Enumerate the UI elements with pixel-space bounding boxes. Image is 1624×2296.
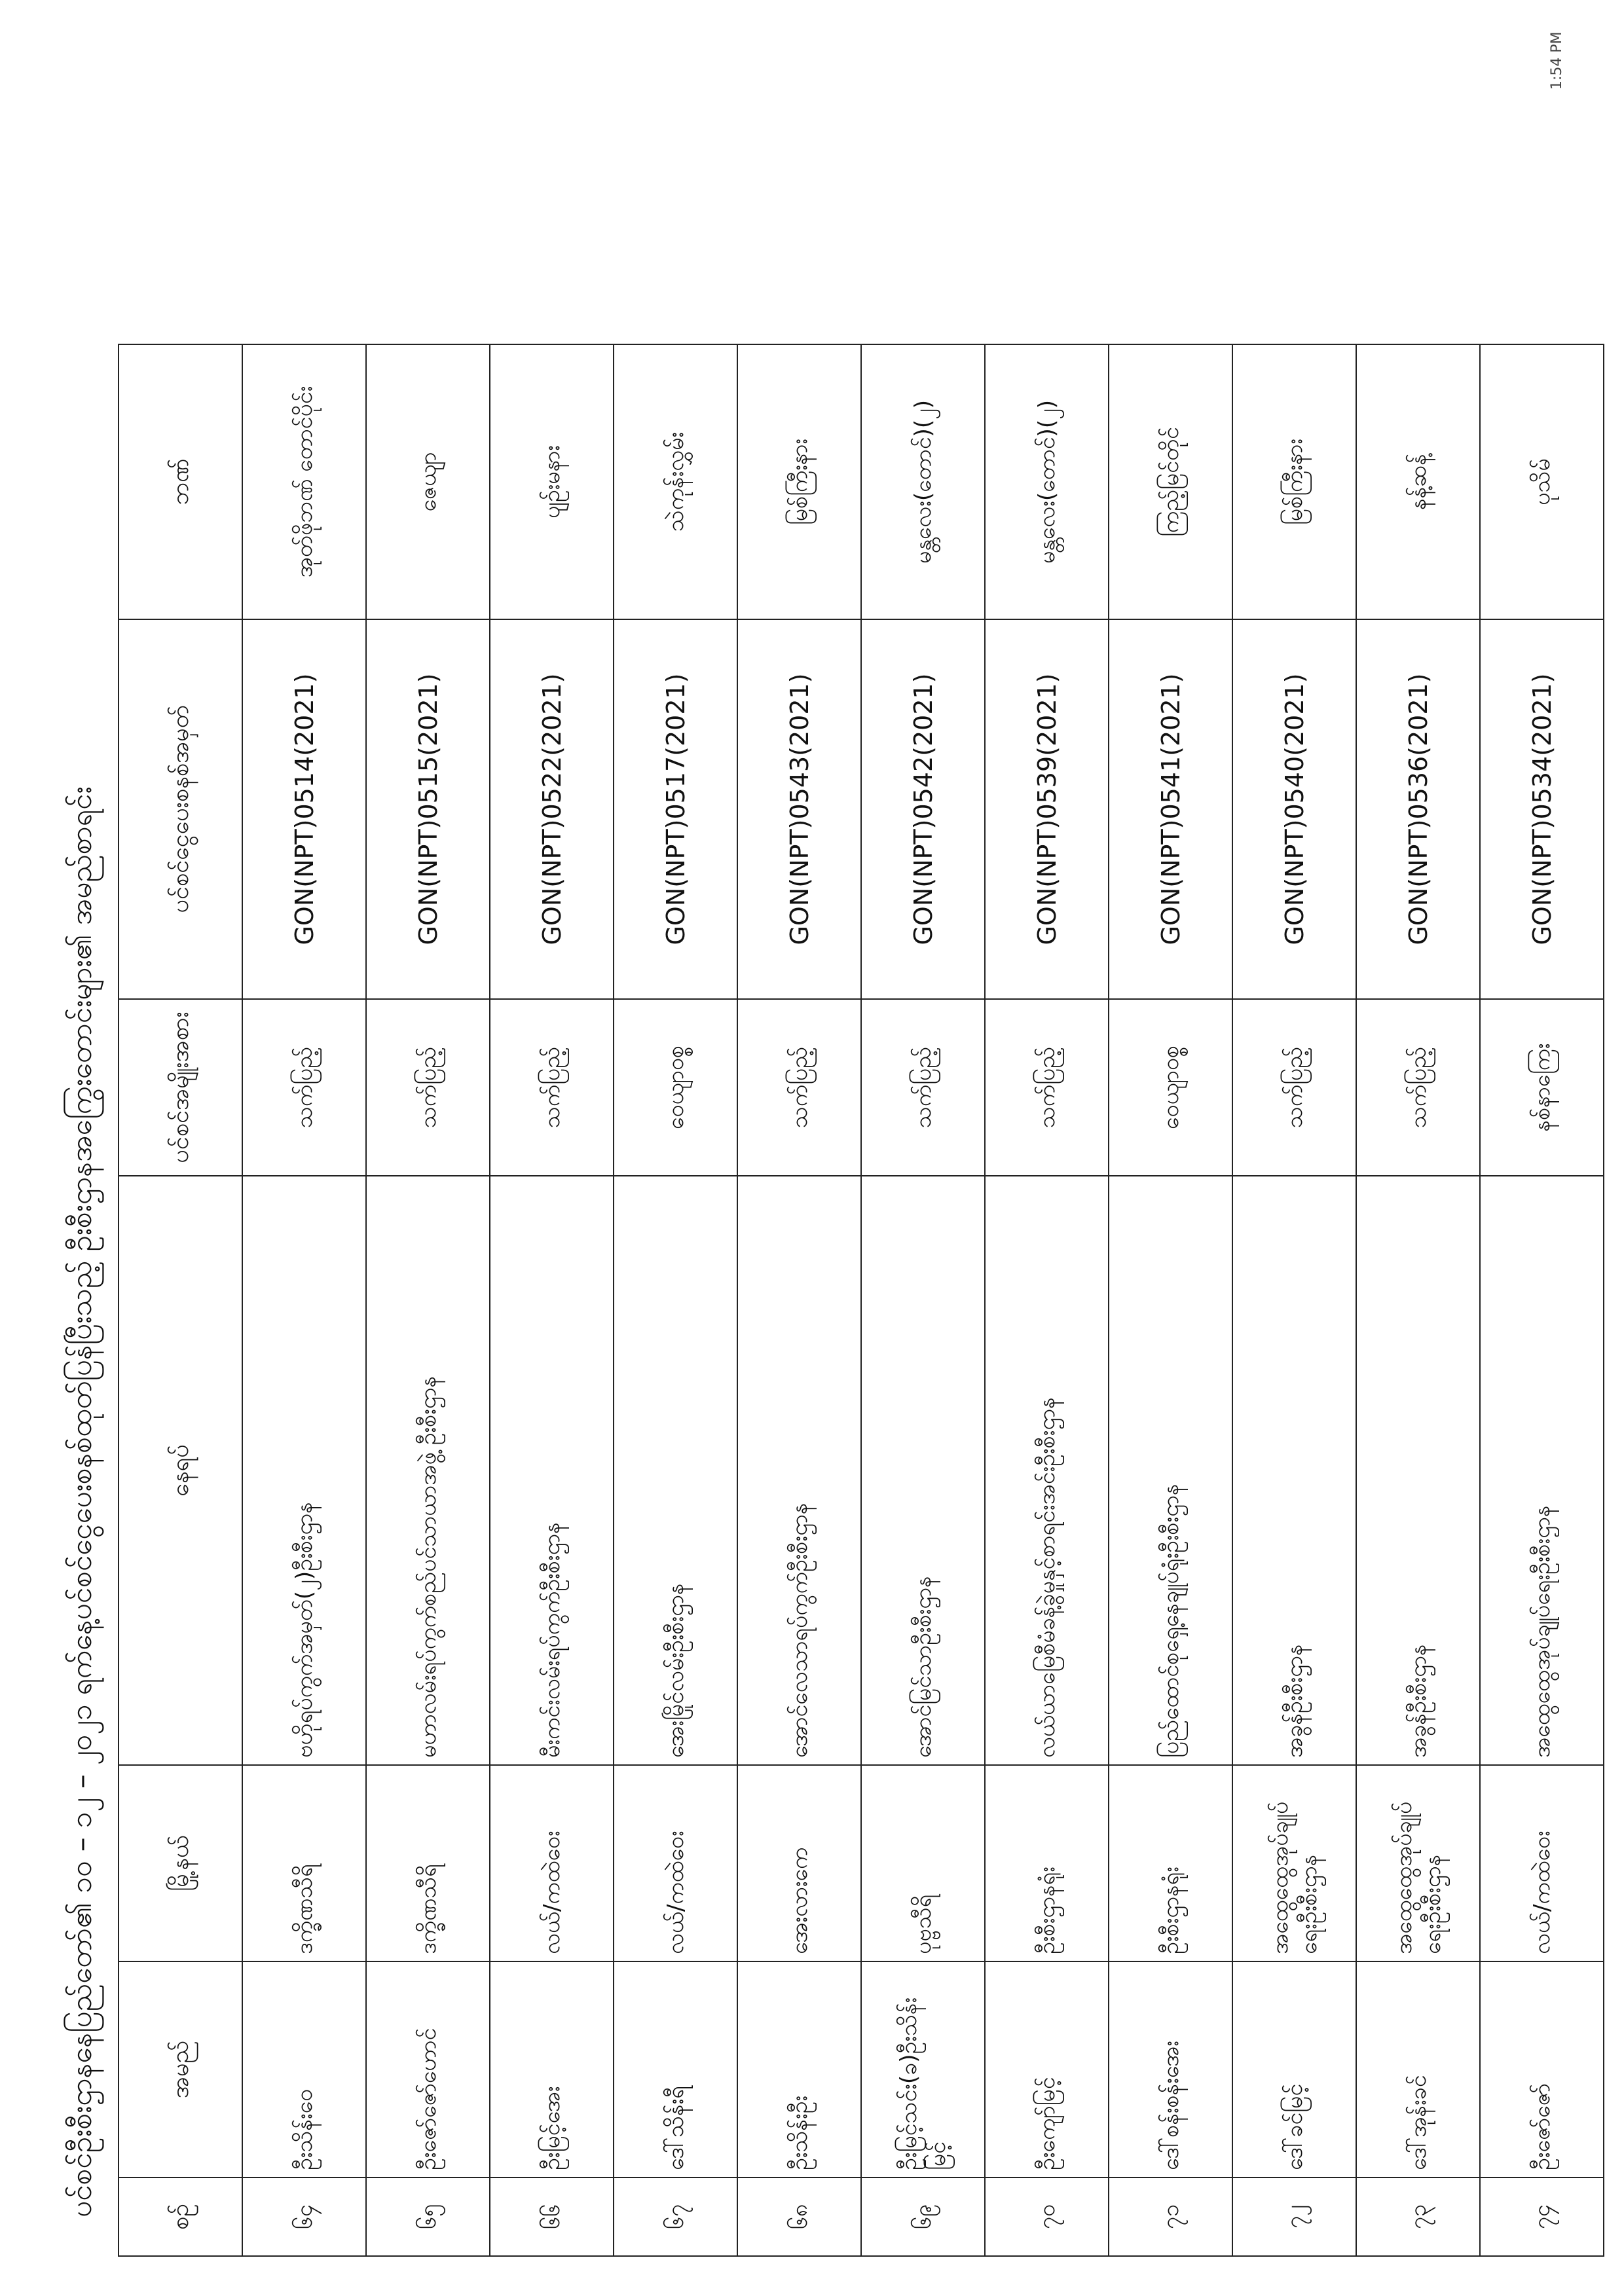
- cell-category: အုတ်ဖိုဘဏ် တောင်ပိုင်း: [242, 344, 366, 619]
- cell-category: ဇေယျာ: [366, 344, 490, 619]
- table-row: [1356, 344, 1480, 2256]
- cell-town: အထွေထွေအုပ်ချုပ်ရေးဦးစီးဌာန: [1356, 1765, 1480, 1961]
- cell-type: ဝေယျာဝစ္စ: [614, 999, 737, 1176]
- cell-address: အခွန်ဦးစီးဌာန: [1232, 1176, 1356, 1765]
- cell-town: ဒက္ခိဏသီရိ: [366, 1765, 490, 1961]
- cell-license: GON(NPT)0541(2021): [1109, 619, 1232, 999]
- cell-type: သက်ပြည့်: [490, 999, 614, 1176]
- cell-type: သက်ပြည့်: [366, 999, 490, 1176]
- cell-category: ကြည့်မြင်တိုင်: [1109, 344, 1232, 619]
- page-title: ပင်စင်ဦးစီးဌာနနေပြည်တော်၏ ၁၀ – ၁၂ – ၂၀၂၁ ရက်နေ့ပင်စင်ငွေပေးစနစ်ထုတ်ပြန်ပြီးသည့် ဦးစီးဌာနအကြွေးတောင်းများ၏ အမည်စာရင်း: [65, 786, 98, 2217]
- cell-town: ဦးစီးဌာနရုံး: [985, 1765, 1109, 1961]
- cell-town: ဦးစီးဌာနရုံး: [1109, 1765, 1232, 1961]
- cell-type: သက်ပြည့်: [861, 999, 985, 1176]
- table-header-row: [119, 344, 242, 2256]
- cell-license: GON(NPT)0542(2021): [861, 619, 985, 999]
- table-row: [1480, 344, 1604, 2256]
- cell-town: လယ်/ကထဲဝေး: [614, 1765, 737, 1961]
- cell-category: ပျဉ်းမနား: [490, 344, 614, 619]
- cell-name: ဦးဇော်ဇော်ဟောင်: [366, 1961, 490, 2178]
- cell-name: ဦးမြင့်သင်း(ခ)ဦးသိန်းမြင့်: [861, 1961, 985, 2178]
- table-row: [737, 344, 861, 2256]
- table-row: [490, 344, 614, 2256]
- cell-no: ၇၂: [1232, 2178, 1356, 2256]
- cell-license: GON(NPT)0539(2021): [985, 619, 1109, 999]
- cell-type: သက်ပြည့်: [985, 999, 1109, 1176]
- header-address: နေရပ်: [119, 1176, 242, 1765]
- cell-town: ပုဗ္ဗသီရိ: [861, 1765, 985, 1961]
- cell-no: ၇၄: [1480, 2178, 1604, 2256]
- cell-no: ၆၉: [861, 2178, 985, 2256]
- cell-address: ပြည်ထောင်စုရှေ့နေချုပ်ရုံးဦးစီးဌာန: [1109, 1176, 1232, 1765]
- cell-category: မြစ်ကြီးနား: [1232, 344, 1356, 619]
- cell-category: နန့်ဆန့်: [1356, 344, 1480, 619]
- table-row: [1232, 344, 1356, 2256]
- cell-town: အထွေထွေအုပ်ချုပ်ရေးဦးစီးဌာန: [1232, 1765, 1356, 1961]
- table-row: [861, 344, 985, 2256]
- cell-license: GON(NPT)0536(2021): [1356, 619, 1480, 999]
- cell-type: သက်ပြည့်: [1356, 999, 1480, 1176]
- header-type: ပင်စင်အမျိုးအစား: [119, 999, 242, 1176]
- cell-license: GON(NPT)0515(2021): [366, 619, 490, 999]
- cell-name: ဦးသိန်းဦး: [737, 1961, 861, 2178]
- cell-town: လယ်/ကထဲဝေး: [490, 1765, 614, 1961]
- table-row: [1109, 344, 1232, 2256]
- cell-address: မဟာလမ်းရပ်ကွက်စည်ပင်သာယာအဖွဲ့ ဦးစီးဌာန: [366, 1176, 490, 1765]
- header-name: အမည်: [119, 1961, 242, 2178]
- cell-category: သဲကုန်းလွှမ်း: [614, 344, 737, 619]
- header-category: ဘဏ်: [119, 344, 242, 619]
- table-row: [366, 344, 490, 2256]
- cell-no: ၆၇: [614, 2178, 737, 2256]
- cell-no: ၇၃: [1356, 2178, 1480, 2256]
- cell-name: ဒေါ်အုန်းခင်: [1356, 1961, 1480, 2178]
- cell-address: အောင်လေသာရပ်ကွက်ဦးစီးဌာန: [737, 1176, 861, 1765]
- cell-address: ဗဟိုရပ်ကွက်အမှတ်(၂)ဦးစီးဌာန: [242, 1176, 366, 1765]
- cell-no: ၇၀: [985, 2178, 1109, 2256]
- cell-type: သက်ပြည့်: [737, 999, 861, 1176]
- cell-address: အထွေထွေအုပ်ချုပ်ရေးဦးစီးဌာန: [1480, 1176, 1604, 1765]
- cell-name: ဦးသိန်းဝေ: [242, 1961, 366, 2178]
- header-no: စဥ်: [119, 2178, 242, 2256]
- cell-address: အောင်မြင်သာဦးစီးဌာန: [861, 1176, 985, 1765]
- cell-town: အေးလားကေ: [737, 1765, 861, 1961]
- cell-no: ၇၁: [1109, 2178, 1232, 2256]
- cell-category: မြစ်ကြီးနား: [737, 344, 861, 619]
- cell-address: မီးကင်းလမ်းရပ်ကွက်ဦးစီးဌာန: [490, 1176, 614, 1765]
- cell-no: ၆၄: [242, 2178, 366, 2256]
- cell-category: ပုသိမ်: [1480, 344, 1604, 619]
- header-town: မြို့နယ်: [119, 1765, 242, 1961]
- cell-name: ဒေါ်ခင်မြင့်: [1232, 1961, 1356, 2178]
- table-row: [985, 344, 1109, 2256]
- table-row: [614, 344, 737, 2256]
- cell-no: ၆၆: [490, 2178, 614, 2256]
- print-timestamp: 1:54 PM: [1549, 31, 1565, 90]
- cell-license: GON(NPT)0534(2021): [1480, 619, 1604, 999]
- cell-license: GON(NPT)0517(2021): [614, 619, 737, 999]
- table-row: [242, 344, 366, 2256]
- header-license: ပင်စင်ငွေပေးစနစ်အမှတ်: [119, 619, 242, 999]
- cell-type: ဝေယျာဝစ္စ: [1109, 999, 1232, 1176]
- cell-no: ၆၅: [366, 2178, 490, 2256]
- cell-name: ဦးဇော်ဇော်: [1480, 1961, 1604, 2178]
- cell-license: GON(NPT)0522(2021): [490, 619, 614, 999]
- cell-type: နစ်နာကြေး: [1480, 999, 1604, 1176]
- cell-name: ဒေါ်သိန်းရီ: [614, 1961, 737, 2178]
- cell-license: GON(NPT)0543(2021): [737, 619, 861, 999]
- cell-town: ဒက္ခိဏသီရိ: [242, 1765, 366, 1961]
- cell-license: GON(NPT)0514(2021): [242, 619, 366, 999]
- cell-address: အေးမြိုင်လမ်းဦးစီးဌာန: [614, 1176, 737, 1765]
- cell-license: GON(NPT)0540(2021): [1232, 619, 1356, 999]
- cell-town: လယ်/ကထဲဝေး: [1480, 1765, 1604, 1961]
- cell-name: ဦးမြင့်အေး: [490, 1961, 614, 2178]
- cell-address: လယ်ယာမြေစီမံခန့်ခွဲမှုနှင့်စာရင်းအင်းဦးစီးဌာန: [985, 1176, 1109, 1765]
- cell-address: အခွန်ဦးစီးဌာန: [1356, 1176, 1480, 1765]
- pension-table: [118, 344, 1604, 2257]
- cell-name: ဦးကျော်မြင့်: [985, 1961, 1109, 2178]
- cell-type: သက်ပြည့်: [242, 999, 366, 1176]
- cell-no: ၆၈: [737, 2178, 861, 2256]
- cell-name: ဒေါ်စန်းစန်းအေး: [1109, 1961, 1232, 2178]
- cell-type: သက်ပြည့်: [1232, 999, 1356, 1176]
- cell-category: မန္တလေး(တောင်)(၂): [861, 344, 985, 619]
- cell-category: မန္တလေး(တောင်)(၂): [985, 344, 1109, 619]
